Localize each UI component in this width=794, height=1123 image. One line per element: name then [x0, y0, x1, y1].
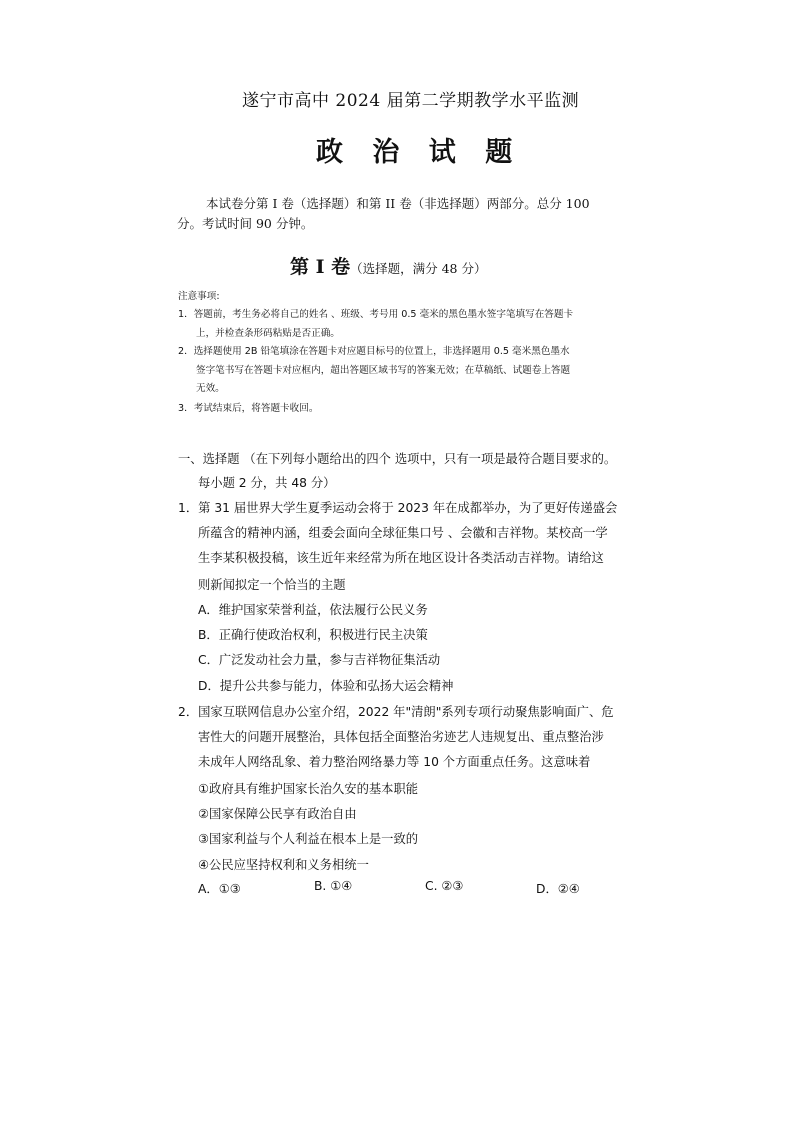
- notice-item-3: 3．考试结束后，将答题卡收回。: [178, 403, 319, 414]
- part-instruction-line-2: 每小题 2 分，共 48 分）: [198, 476, 336, 490]
- intro-line-2: 分。考试时间 90 分钟。: [177, 216, 314, 231]
- question-2-statement-2: ②国家保障公民享有政治自由: [198, 807, 357, 821]
- question-1-option-b: B．正确行使政治权利，积极进行民主决策: [198, 628, 428, 642]
- part-instruction-line-1: 一、选择题 （在下列每小题给出的四个 选项中，只有一项是最符合题目要求的。: [178, 452, 617, 466]
- question-2-option-d: D．②④: [536, 882, 580, 896]
- notice-item-2-line-1: 2．选择题使用 2B 铅笔填涂在答题卡对应题目标号的位置上，非选择题用 0.5 毫米黑色墨水: [178, 346, 570, 357]
- question-2-statement-4: ④公民应坚持权利和义务相统一: [198, 858, 369, 872]
- section-heading-label: 第 Ⅰ 卷: [290, 256, 351, 278]
- question-1-line-4: 则新闻拟定一个恰当的主题: [198, 578, 346, 592]
- question-2-option-c: C. ②③: [425, 879, 464, 893]
- question-2-option-b: B. ①④: [314, 879, 353, 893]
- question-2-statement-1: ①政府具有维护国家长治久安的基本职能: [198, 782, 419, 796]
- section-heading-note: （选择题，满分 48 分）: [350, 261, 487, 276]
- notice-item-1-line-1: 1．答题前，考生务必将自己的姓名 、班级、考号用 0.5 毫米的黑色墨水签字笔填写在答题卡: [178, 309, 574, 320]
- intro-line-1: 本试卷分第 I 卷（选择题）和第 II 卷（非选择题）两部分。总分 100: [206, 196, 590, 211]
- question-1-line-1: 1．第 31 届世界大学生夏季运动会将于 2023 年在成都举办，为了更好传递盛会: [178, 501, 618, 515]
- question-1-option-a: A．维护国家荣誉利益，依法履行公民义务: [198, 603, 428, 617]
- question-2-statement-3: ③国家利益与个人利益在根本上是一致的: [198, 832, 419, 846]
- exam-header-subtitle: 遂宁市高中 2024 届第二学期教学水平监测: [242, 91, 580, 111]
- question-2-line-3: 未成年人网络乱象、着力整治网络暴力等 10 个方面重点任务。这意味着: [198, 755, 591, 769]
- section-heading: [290, 252, 486, 279]
- question-2-option-a: A．①③: [198, 882, 241, 896]
- question-2-line-2: 害性大的问题开展整治，具体包括全面整治劣迹艺人违规复出、重点整治涉: [198, 730, 604, 744]
- page-title: 政 治 试 题: [316, 137, 523, 168]
- question-1-option-c: C．广泛发动社会力量，参与吉祥物征集活动: [198, 653, 441, 667]
- question-1-option-d: D．提升公共参与能力，体验和弘扬大运会精神: [198, 679, 454, 693]
- notice-item-2-line-2: 签字笔书写在答题卡对应框内，超出答题区域书写的答案无效；在草稿纸、试题卷上答题: [196, 365, 571, 376]
- question-1-line-3: 生李某积极投稿，该生近年来经常为所在地区设计各类活动吉祥物。请给这: [198, 551, 604, 565]
- question-1-line-2: 所蕴含的精神内涵，组委会面向全球征集口号 、会徽和吉祥物。某校高一学: [198, 526, 608, 540]
- notice-item-2-line-3: 无效。: [196, 383, 225, 394]
- question-2-line-1: 2．国家互联网信息办公室介绍，2022 年"清朗"系列专项行动聚焦影响面广、危: [178, 705, 614, 719]
- notice-title: 注意事项:: [178, 291, 220, 302]
- notice-item-1-line-2: 上，并检查条形码粘贴是否正确。: [196, 328, 340, 339]
